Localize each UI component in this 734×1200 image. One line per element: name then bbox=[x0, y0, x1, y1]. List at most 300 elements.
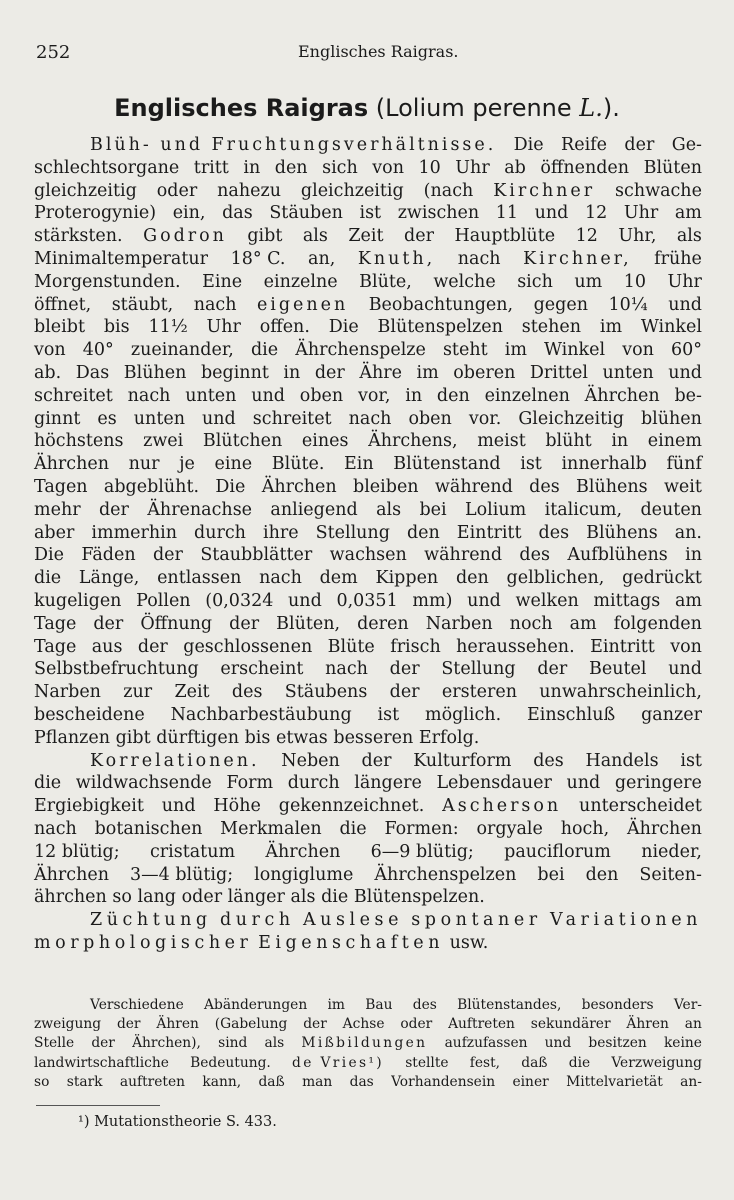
word: deren bbox=[357, 613, 409, 634]
text-line bbox=[34, 704, 702, 727]
word: 12 bbox=[584, 203, 608, 224]
word: das bbox=[222, 203, 253, 224]
text-line bbox=[34, 499, 702, 522]
word: zwei bbox=[143, 431, 184, 452]
word: der bbox=[624, 135, 655, 155]
word: im bbox=[599, 317, 623, 338]
word: als bbox=[302, 226, 328, 247]
footnote-rule bbox=[36, 1105, 160, 1106]
word: frisch bbox=[390, 636, 441, 657]
word: keine bbox=[663, 1035, 702, 1052]
text-line bbox=[34, 636, 702, 659]
word: gegen bbox=[533, 294, 588, 315]
word: gelblichen, bbox=[506, 568, 605, 589]
word: mittags bbox=[593, 590, 661, 611]
footnote: ¹) Mutationstheorie S. 433. bbox=[78, 1114, 277, 1130]
word: Morgenstunden. bbox=[34, 271, 181, 292]
word: eine bbox=[214, 454, 253, 475]
text-line bbox=[34, 864, 702, 887]
word: Pollen bbox=[136, 590, 191, 611]
word: und bbox=[544, 1035, 572, 1052]
text-line bbox=[34, 202, 702, 225]
text-line bbox=[34, 271, 702, 294]
word: von bbox=[34, 340, 66, 361]
word: ist bbox=[377, 704, 400, 725]
word: öffnet, bbox=[34, 294, 92, 315]
word: den bbox=[585, 864, 619, 885]
word: stellte bbox=[405, 1054, 449, 1071]
word: ist bbox=[520, 454, 542, 475]
word: nur bbox=[128, 454, 160, 475]
word: und bbox=[251, 385, 285, 406]
word: der bbox=[303, 1016, 327, 1033]
word: Kirchner bbox=[493, 180, 596, 201]
word: so bbox=[34, 1073, 50, 1090]
word: erscheint bbox=[220, 659, 304, 680]
word: den bbox=[455, 568, 489, 589]
word: Korrelationen. bbox=[90, 750, 260, 771]
word: aus bbox=[91, 636, 123, 657]
word: lang bbox=[137, 887, 177, 908]
word: Winkel bbox=[544, 340, 606, 361]
word: (Gabelung bbox=[214, 1016, 288, 1033]
word: Blühen bbox=[123, 362, 187, 383]
text-line bbox=[34, 180, 702, 203]
text-line bbox=[34, 613, 702, 636]
word: Seiten- bbox=[639, 864, 702, 885]
text-line bbox=[34, 1054, 702, 1073]
word: den bbox=[274, 157, 308, 178]
heading-latin-close: ). bbox=[602, 94, 620, 122]
word: Verzweigung bbox=[611, 1054, 702, 1071]
word: Ergiebigkeit bbox=[34, 796, 144, 817]
word: Ähren bbox=[626, 1016, 669, 1033]
word: oberen bbox=[453, 362, 516, 383]
text-line bbox=[34, 772, 702, 795]
word: eines bbox=[301, 431, 349, 452]
word: noch bbox=[509, 613, 553, 634]
word: auftreten bbox=[119, 1073, 186, 1090]
text-line bbox=[34, 681, 702, 704]
word: unten bbox=[133, 408, 185, 429]
text-line bbox=[34, 750, 702, 773]
word: Nachbarbestäubung bbox=[170, 704, 352, 725]
word: der bbox=[404, 226, 434, 247]
heading-latin-open: (Lolium perenne bbox=[375, 94, 572, 122]
word: Mittelvarietät bbox=[566, 1073, 663, 1090]
word: nieder, bbox=[641, 841, 702, 862]
word: stäubt, bbox=[111, 294, 174, 315]
word: Blüte, bbox=[359, 271, 412, 292]
text-line bbox=[34, 339, 702, 362]
word: Züchtung bbox=[90, 910, 212, 931]
word: heraussehen. bbox=[456, 636, 575, 657]
word: mehr bbox=[34, 499, 81, 520]
word: durch bbox=[287, 773, 340, 794]
word: Beutel bbox=[589, 659, 647, 680]
text-line bbox=[34, 590, 702, 613]
word: nach bbox=[259, 568, 302, 589]
word: Lebensdauer bbox=[436, 773, 552, 794]
word: daß bbox=[521, 1054, 548, 1071]
word: ginnt bbox=[34, 408, 81, 429]
text-line bbox=[34, 134, 702, 157]
word: Pflanzen bbox=[34, 727, 110, 748]
word: und bbox=[467, 590, 501, 611]
word: gedrückt bbox=[622, 568, 702, 589]
word: es bbox=[97, 408, 117, 429]
word: Ährchenspelzen bbox=[374, 864, 517, 885]
word: des bbox=[231, 682, 263, 703]
word: Uhr bbox=[667, 271, 702, 292]
word: der bbox=[314, 362, 345, 383]
word: ein, bbox=[172, 203, 206, 224]
word: blühen bbox=[640, 408, 702, 429]
word: innerhalb bbox=[561, 454, 647, 475]
word: Öffnung bbox=[140, 613, 213, 634]
word: nach bbox=[127, 385, 171, 406]
word: der bbox=[361, 750, 392, 771]
word: cristatum bbox=[149, 841, 236, 862]
word: an, bbox=[308, 248, 336, 269]
word: von bbox=[622, 340, 654, 361]
heading-main: Englisches Raigras bbox=[114, 94, 369, 122]
word: der bbox=[116, 1016, 141, 1033]
word: hoch, bbox=[560, 818, 610, 839]
word: als bbox=[376, 499, 402, 520]
text-line bbox=[34, 727, 702, 750]
word: des bbox=[412, 997, 437, 1013]
word: welken bbox=[515, 590, 579, 611]
word: an. bbox=[674, 522, 702, 543]
word: ihre bbox=[262, 522, 299, 543]
word: longiglume bbox=[254, 864, 354, 885]
word: des bbox=[533, 750, 564, 771]
word: höchstens bbox=[34, 431, 124, 452]
word: am bbox=[569, 613, 597, 634]
text-line bbox=[34, 248, 702, 271]
word: Ährenachse bbox=[147, 499, 253, 520]
text-line bbox=[34, 476, 702, 499]
word: Vorhandensein bbox=[391, 1073, 496, 1090]
word: einzelne bbox=[263, 271, 338, 292]
text-line bbox=[34, 795, 702, 818]
word: weit bbox=[663, 476, 702, 497]
word: unwahrscheinlich, bbox=[539, 682, 702, 703]
word: ist bbox=[680, 750, 702, 771]
word: 40° bbox=[82, 340, 114, 361]
word: nach bbox=[348, 408, 392, 429]
word: je bbox=[179, 454, 195, 475]
text-line bbox=[34, 385, 702, 408]
word: Staubblätter bbox=[200, 545, 313, 566]
text-line bbox=[34, 225, 702, 248]
word: länger bbox=[227, 887, 285, 908]
word: 3—4 blütig; bbox=[130, 864, 234, 885]
word: de Vries¹) bbox=[292, 1054, 385, 1071]
word: das bbox=[349, 1073, 374, 1090]
word: und bbox=[202, 408, 236, 429]
word: die bbox=[34, 568, 62, 589]
word: Achse bbox=[342, 1016, 385, 1033]
text-line bbox=[34, 909, 702, 932]
word: öffnenden bbox=[540, 157, 630, 178]
text-line bbox=[34, 1015, 702, 1034]
word: des bbox=[538, 522, 570, 543]
word: Handels bbox=[585, 750, 659, 771]
word: Eintritt bbox=[590, 636, 655, 657]
text-line bbox=[34, 453, 702, 476]
word: die bbox=[34, 773, 62, 794]
word: Blütchen bbox=[202, 431, 283, 452]
text-line bbox=[34, 841, 702, 864]
word: Ährchen bbox=[265, 841, 341, 862]
text-line bbox=[34, 316, 702, 339]
word: Blütenstandes, bbox=[457, 997, 562, 1013]
word: Ascherson bbox=[442, 796, 562, 817]
word: geschlossenen bbox=[183, 636, 313, 657]
word: zweigung bbox=[34, 1016, 102, 1033]
word: sind bbox=[218, 1035, 248, 1052]
running-head bbox=[36, 42, 698, 66]
word: Eigenschaften bbox=[258, 932, 445, 953]
word: durch bbox=[219, 910, 295, 931]
word: abgeblüht. bbox=[103, 476, 200, 497]
word: Blüte. bbox=[271, 454, 325, 475]
word: Uhr bbox=[623, 203, 659, 224]
word: 10 bbox=[418, 157, 441, 178]
word: und bbox=[668, 659, 702, 680]
word: Blüte bbox=[327, 636, 375, 657]
word: der bbox=[389, 659, 420, 680]
word: morphologischer bbox=[34, 932, 253, 953]
word: Beobachtungen, bbox=[368, 294, 514, 315]
body-text bbox=[34, 134, 702, 955]
word: gibt bbox=[247, 226, 283, 247]
word: Kulturform bbox=[413, 750, 512, 771]
word: geringere bbox=[614, 773, 702, 794]
word: gekennzeichnet. bbox=[278, 796, 425, 817]
word: die bbox=[250, 340, 279, 361]
word: bescheidene bbox=[34, 704, 145, 725]
word: am bbox=[674, 203, 702, 224]
word: zwischen bbox=[397, 203, 480, 224]
word: oder bbox=[181, 887, 223, 908]
word: der bbox=[137, 636, 168, 657]
word: Ährchen bbox=[34, 454, 109, 475]
word: Tagen bbox=[34, 476, 88, 497]
word: kann, bbox=[202, 1073, 242, 1090]
word: Winkel bbox=[640, 317, 702, 338]
word: Einschluß bbox=[526, 704, 616, 725]
word: Verschiedene bbox=[90, 997, 184, 1013]
text-line bbox=[34, 544, 702, 567]
word: und bbox=[566, 773, 601, 794]
word: spontaner bbox=[411, 910, 542, 931]
word: Hauptblüte bbox=[454, 226, 556, 247]
word: bleiben bbox=[353, 476, 419, 497]
word: gleichzeitig bbox=[300, 180, 404, 201]
word: welche bbox=[433, 271, 496, 292]
word: in bbox=[283, 362, 301, 383]
text-line bbox=[34, 430, 702, 453]
word: bis bbox=[244, 727, 271, 748]
word: der bbox=[152, 545, 183, 566]
word: bei bbox=[537, 864, 565, 885]
word: Uhr bbox=[455, 157, 490, 178]
word: bleibt bbox=[34, 317, 85, 338]
word: einer bbox=[512, 1073, 549, 1090]
word: Aufblühens bbox=[567, 545, 668, 566]
word: orgyale bbox=[476, 818, 543, 839]
word: (0,0324 bbox=[205, 590, 274, 611]
word: Bau bbox=[365, 997, 393, 1013]
word: von bbox=[670, 636, 702, 657]
word: sich bbox=[322, 157, 358, 178]
text-line bbox=[34, 362, 702, 385]
word: Stäubens bbox=[284, 682, 368, 703]
word: oben bbox=[408, 408, 452, 429]
word: besitzen bbox=[588, 1035, 647, 1052]
word: des bbox=[529, 476, 560, 497]
word: Merkmalen bbox=[220, 818, 322, 839]
word: Kirchner, bbox=[523, 248, 632, 269]
word: eigenen bbox=[256, 294, 349, 315]
word: daß bbox=[258, 1073, 285, 1090]
word: 11 bbox=[495, 203, 519, 224]
word: Bedeutung. bbox=[190, 1054, 271, 1071]
word: Die bbox=[34, 545, 64, 566]
word: aufzufassen bbox=[444, 1035, 528, 1052]
word: Form bbox=[226, 773, 274, 794]
word: Godron bbox=[143, 226, 227, 247]
word: so bbox=[112, 887, 132, 908]
word: und bbox=[668, 362, 702, 383]
word: Blühens bbox=[576, 476, 648, 497]
word: Drittel bbox=[529, 362, 588, 383]
word: den bbox=[406, 522, 440, 543]
word: als bbox=[290, 887, 316, 908]
word: 6—9 blütig; bbox=[370, 841, 474, 862]
word: schwache bbox=[615, 180, 702, 201]
word: des bbox=[519, 545, 550, 566]
word: Stellung bbox=[441, 659, 516, 680]
word: vor. bbox=[468, 408, 502, 429]
word: nach bbox=[34, 818, 77, 839]
word: als bbox=[676, 226, 702, 247]
word: bis bbox=[103, 317, 130, 338]
word: den bbox=[436, 385, 470, 406]
word: wildwachsende bbox=[75, 773, 212, 794]
word: ährchen bbox=[34, 887, 107, 908]
word: stärksten. bbox=[34, 226, 123, 247]
word: Ähre bbox=[359, 362, 402, 383]
word: usw. bbox=[449, 932, 489, 953]
word: schlechtsorgane bbox=[34, 157, 180, 178]
word: schreitet bbox=[252, 408, 332, 429]
word: Knuth, bbox=[357, 248, 436, 269]
word: stehen bbox=[521, 317, 582, 338]
word: der bbox=[91, 1035, 115, 1052]
word: nach bbox=[457, 248, 501, 269]
word: Die bbox=[328, 317, 359, 338]
word: nach bbox=[193, 294, 237, 315]
word: deuten bbox=[640, 499, 702, 520]
word: 12 blütig; bbox=[34, 841, 120, 862]
word: entlassen bbox=[157, 568, 242, 589]
word: offen. bbox=[259, 317, 310, 338]
word: botanischen bbox=[94, 818, 203, 839]
word: Blütenstand bbox=[393, 454, 501, 475]
text-line bbox=[34, 996, 702, 1015]
word: gleichzeitig bbox=[34, 180, 137, 201]
word: ab. bbox=[34, 362, 62, 383]
word: italicum, bbox=[544, 499, 623, 520]
word: Länge, bbox=[78, 568, 140, 589]
word: besonders bbox=[581, 997, 654, 1013]
word: Ährchen bbox=[261, 476, 337, 497]
word: beginnt bbox=[200, 362, 269, 383]
word: 10¼ bbox=[608, 294, 648, 315]
word: an- bbox=[680, 1073, 702, 1090]
word: Narben bbox=[34, 682, 101, 703]
word: und bbox=[288, 590, 322, 611]
word: einzelnen bbox=[484, 385, 570, 406]
text-line bbox=[34, 932, 702, 955]
word: Uhr bbox=[206, 317, 241, 338]
word: Formen: bbox=[384, 818, 459, 839]
word: Auslese bbox=[302, 910, 403, 931]
text-line bbox=[34, 818, 702, 841]
word: dürftigen bbox=[156, 727, 240, 748]
word: Narben bbox=[425, 613, 493, 634]
word: im bbox=[416, 362, 439, 383]
word: in bbox=[243, 157, 261, 178]
word: Lolium bbox=[465, 499, 527, 520]
word: in bbox=[685, 545, 702, 566]
word: 18° C. bbox=[230, 248, 286, 269]
word: an bbox=[684, 1016, 702, 1033]
heading-author: L. bbox=[579, 94, 603, 122]
word: Blüh- und Fruchtungsverhältnisse. bbox=[90, 135, 497, 155]
word: sekundärer bbox=[530, 1016, 611, 1033]
word: oben bbox=[299, 385, 344, 406]
word: steht bbox=[442, 340, 488, 361]
word: unten bbox=[185, 385, 237, 406]
word: längere bbox=[354, 773, 422, 794]
word: fünf bbox=[666, 454, 702, 475]
word: im bbox=[504, 340, 527, 361]
word: immerhin bbox=[91, 522, 178, 543]
word: durch bbox=[194, 522, 246, 543]
word: der bbox=[93, 613, 124, 634]
word: (nach bbox=[423, 180, 474, 201]
word: im bbox=[327, 997, 345, 1013]
word: der bbox=[229, 613, 260, 634]
word: Ährchen bbox=[34, 864, 109, 885]
word: Ährchen), bbox=[132, 1035, 201, 1052]
word: Reife bbox=[561, 135, 607, 155]
word: stark bbox=[66, 1073, 103, 1090]
word: landwirtschaftliche bbox=[34, 1054, 169, 1071]
word: am bbox=[674, 590, 702, 611]
word: die bbox=[321, 887, 349, 908]
word: Tage bbox=[34, 636, 77, 657]
word: meist bbox=[477, 431, 526, 452]
text-line bbox=[34, 1073, 702, 1092]
word: Stellung bbox=[315, 522, 390, 543]
word: zur bbox=[123, 682, 153, 703]
